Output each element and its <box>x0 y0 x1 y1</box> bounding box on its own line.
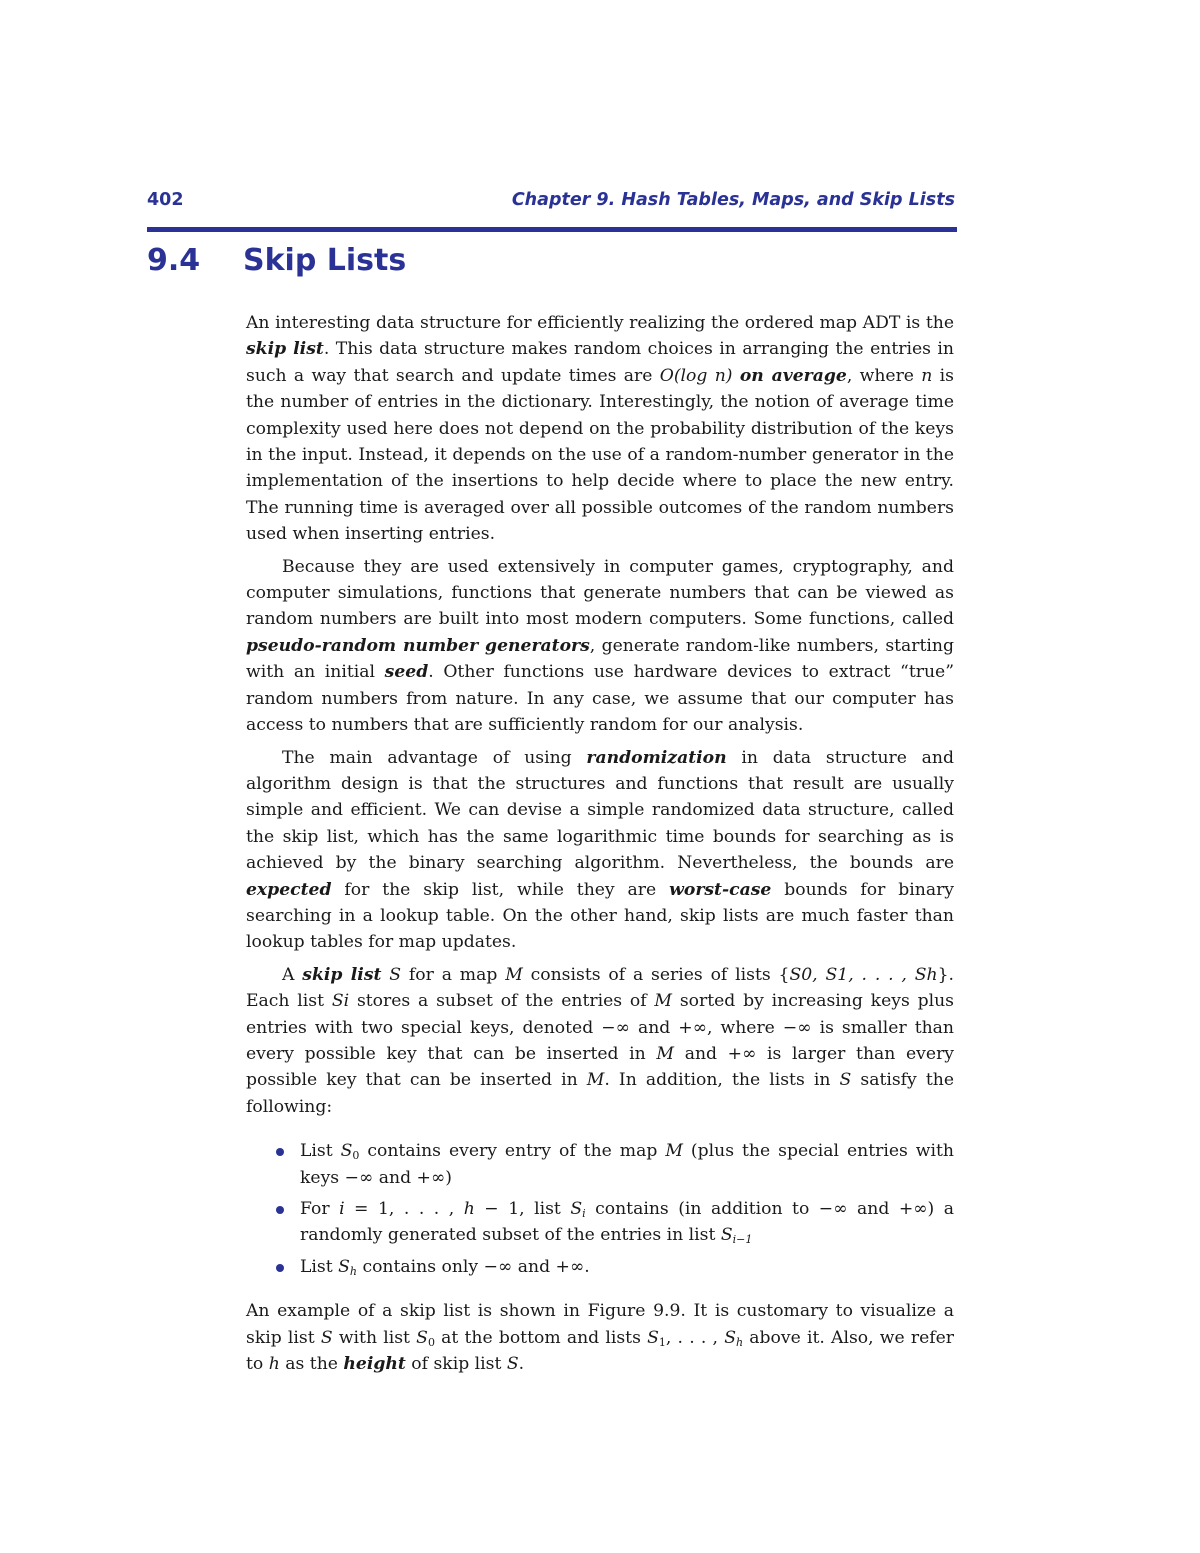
list-item: List $S_h$ contains only −∞ and +∞. <box>300 1254 954 1280</box>
paragraph-1: An interesting data structure for efficiently realizing the ordered map ADT is the skip list. This data structure makes random choices in arranging the entries in such a way that search and update times are O(log n) on average, where n is the number of entries in the dictionary. Interestingly, the notion of average time complexity used here does not depend on the probability distribution of the keys in the input. Instead, it depends on the use of a random-number generator in the implementation of the insertions to help decide where to place the new entry. The running time is averaged over all possible outcomes of the random numbers used when inserting entries. <box>246 313 954 545</box>
term-height: height <box>343 1354 406 1375</box>
section-number: 9.4 <box>147 243 201 278</box>
term-skip-list-2: skip list <box>302 964 382 985</box>
math-olog: O(log n) <box>659 365 733 386</box>
term-randomization: randomization <box>586 747 727 768</box>
properties-list <box>246 1138 954 1280</box>
term-on-average: on average <box>739 365 847 386</box>
header-rule <box>147 227 957 232</box>
list-item: List $S_0$ contains every entry of the map M (plus the special entries with keys −∞ and +∞) <box>300 1138 954 1191</box>
term-skip-list: skip list <box>246 339 324 360</box>
term-seed: seed <box>384 662 429 683</box>
paragraph-4: A skip list S for a map M consists of a series of lists {S0, S1, . . . , Sh}. Each list Si stores a subset of the entries of M sorted by increasing keys plus entries with two special keys, denoted −∞ and +∞, where −∞ is smaller than every possible key that can be inserted in M and +∞ is larger than every possible key that can be inserted in M. In addition, the lists in S satisfy the following: <box>246 964 954 1117</box>
paragraph-3: The main advantage of using randomization in data structure and algorithm design is that the structures and functions that result are usually simple and efficient. We can devise a simple randomized data structure, called the skip list, which has the same logarithmic time bounds for searching as is achieved by the binary searching algorithm. Nevertheless, the bounds are expected for the skip list, while they are worst-case bounds for binary searching in a lookup table. On the other hand, skip lists are much faster than lookup tables for map updates. <box>246 747 954 953</box>
term-worst-case: worst-case <box>669 879 772 900</box>
bullet-icon <box>276 1148 284 1156</box>
running-header <box>147 190 955 216</box>
paragraph-2: Because they are used extensively in computer games, cryptography, and computer simulations, functions that generate numbers that can be viewed as random numbers are built into most modern computers. Some functions, called pseudo-random number generators, generate random-like numbers, starting with an initial seed. Other functions use hardware devices to extract “true” random numbers from nature. In any case, we assume that our computer has access to numbers that are sufficiently random for our analysis. <box>246 556 954 736</box>
bullet-icon <box>276 1264 284 1272</box>
term-expected: expected <box>246 879 332 900</box>
term-pseudo-random: pseudo-random number generators <box>246 635 590 656</box>
body-text <box>246 310 954 1377</box>
paragraph-5: An example of a skip list is shown in Figure 9.9. It is customary to visualize a skip list S with list $S_0$ at the bottom and lists $S_1$, . . . , $S_h$ above it. Also, we refer to h as the height of skip list S. <box>246 1301 954 1375</box>
section-heading <box>147 243 406 278</box>
chapter-title: Chapter 9. Hash Tables, Maps, and Skip Lists <box>511 190 955 210</box>
page-number: 402 <box>147 190 184 210</box>
bullet-icon <box>276 1206 284 1214</box>
list-item: For i = 1, . . . , h − 1, list $S_i$ contains (in addition to −∞ and +∞) a randomly generated subset of the entries in list $S_{i-1}$ <box>300 1196 954 1249</box>
section-title: Skip Lists <box>243 243 407 278</box>
